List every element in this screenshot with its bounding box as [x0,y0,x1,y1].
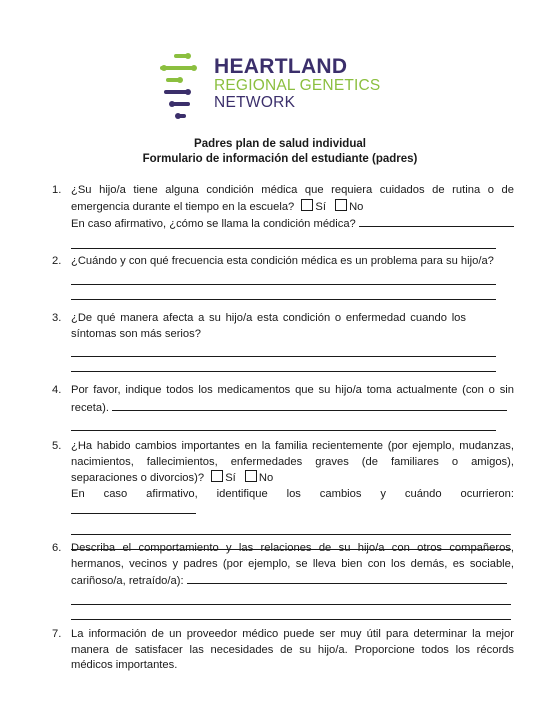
logo-mark-icon [158,50,208,122]
yes-label: Sí [315,200,326,213]
no-checkbox[interactable] [245,470,257,482]
question-text: ¿Su hijo/a tiene alguna condición médica que requiera cuidados de rutina o de emergencia durante el tiempo en la escuela? [71,184,514,213]
question-6 [52,541,514,620]
question-3 [52,311,514,372]
question-text: La información de un proveedor médico puede ser muy útil para determinar la mejor manera de satisfacer las necesidades de su hijo/a. Proporcione todos los récords médicos importantes. [71,628,514,671]
no-label: No [349,200,364,213]
answer-line[interactable] [71,285,496,300]
followup-text: En caso afirmativo, identifique los cambios y cuándo ocurrieron: [71,487,514,500]
logo-text-network: NETWORK [214,93,296,111]
question-5 [52,439,514,550]
question-text: ¿Cuándo y con qué frecuencia esta condición médica es un problema para su hijo/a? [71,255,494,267]
no-checkbox[interactable] [335,199,347,211]
question-4 [52,383,514,431]
answer-line[interactable] [71,342,496,357]
form-title: Padres plan de salud individual [194,138,366,150]
question-text: ¿Ha habido cambios importantes en la familia recientemente (por ejemplo, mudanzas, nacimientos, fallecimientos, enfermedades graves (de familiares o amigos), separaciones o divorcios)? [71,440,514,484]
question-number: 6. [52,542,62,554]
followup-text: En caso afirmativo, ¿cómo se llama la condición médica? [71,218,356,230]
form-subtitle: Formulario de información del estudiante (padres) [142,153,418,165]
question-2 [52,254,514,300]
question-text: Describa el comportamiento y las relaciones de su hijo/a con otros compañeros, hermanos, vecinos y padres (por ejemplo, se lleva bien con los demás, es sociable, cariñoso/a, retraído/a): [71,542,514,587]
logo-text-regional-genetics: REGIONAL GENETICS [214,77,381,94]
yes-checkbox[interactable] [211,470,223,482]
medications-field[interactable] [112,399,507,411]
yes-checkbox[interactable] [301,199,313,211]
answer-line[interactable] [71,520,511,535]
answer-line[interactable] [71,590,511,605]
question-number: 3. [52,312,62,324]
answer-line[interactable] [71,357,496,372]
answer-line[interactable] [71,234,496,249]
question-number: 4. [52,384,62,396]
question-number: 5. [52,440,62,452]
behavior-field[interactable] [187,572,507,584]
question-1 [52,183,514,249]
answer-line[interactable] [71,270,496,285]
question-number: 2. [52,255,62,267]
question-7 [52,627,514,674]
answer-line[interactable] [71,605,511,620]
question-number: 1. [52,184,62,196]
logo-text-heartland: HEARTLAND [214,55,348,78]
condition-name-field[interactable] [359,215,514,227]
yes-label: Sí [225,472,236,484]
question-text: Por favor, indique todos los medicamentos que su hijo/a toma actualmente (con o sin receta). [71,384,514,414]
question-number: 7. [52,628,62,640]
heartland-logo [158,50,388,122]
question-text: ¿De qué manera afecta a su hijo/a esta condición o enfermedad cuando los síntomas son más serios? [71,312,466,340]
no-label: No [258,472,274,484]
answer-line[interactable] [71,416,496,431]
changes-field[interactable] [71,502,196,514]
